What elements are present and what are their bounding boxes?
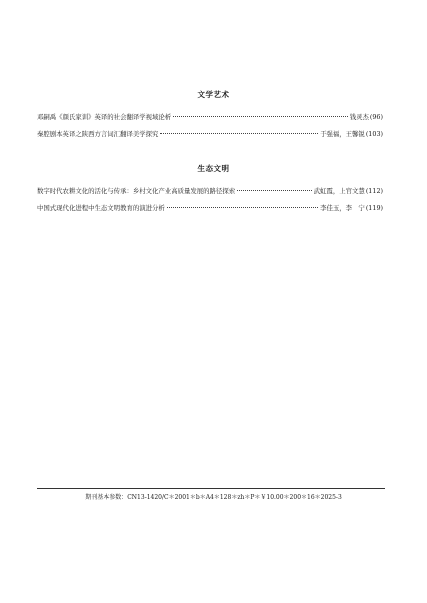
section-heading-literature-art: 文学艺术 — [197, 90, 230, 99]
section-heading-ecological-civilization: 生态文明 — [197, 164, 230, 173]
toc-entry-authors: 钱灵杰 — [349, 113, 369, 121]
toc-entry-authors: 武虹霞，上官文慧 — [313, 187, 365, 195]
dot-leader — [167, 207, 318, 208]
dot-leader — [173, 116, 348, 117]
footer-rule — [37, 488, 385, 489]
toc-entry-page: (103) — [365, 130, 383, 138]
toc-entry-authors: 李佳玉，李 宁 — [320, 204, 365, 212]
toc-entry-title: 秦腔剧本英译之陕西方言词汇翻译美学探究 — [37, 130, 159, 138]
toc-entry-page: (119) — [365, 204, 383, 212]
toc-entry-title: 邓嗣禹《颜氏家训》英译的社会翻译学视域论析 — [37, 113, 172, 121]
journal-parameters: 期刊基本参数：CN13-1420/C＊2001＊b＊A4＊128＊zh＊P＊￥10.00＊200＊16＊2025-3 — [85, 494, 342, 501]
toc-entry[interactable] — [37, 129, 383, 139]
toc-entry[interactable] — [37, 112, 383, 122]
toc-entry-page: (96) — [369, 113, 383, 121]
toc-entry-authors: 于强福，王馨锐 — [320, 130, 365, 138]
toc-entry-title: 数字时代农耕文化的活化与传承：乡村文化产业高质量发展的路径探索 — [37, 187, 236, 195]
toc-entry-title: 中国式现代化进程中生态文明教育的演进分析 — [37, 204, 165, 212]
toc-entry[interactable] — [37, 186, 383, 196]
dot-leader — [237, 190, 312, 191]
dot-leader — [160, 133, 318, 134]
toc-entry[interactable] — [37, 203, 383, 213]
toc-entry-page: (112) — [365, 187, 383, 195]
